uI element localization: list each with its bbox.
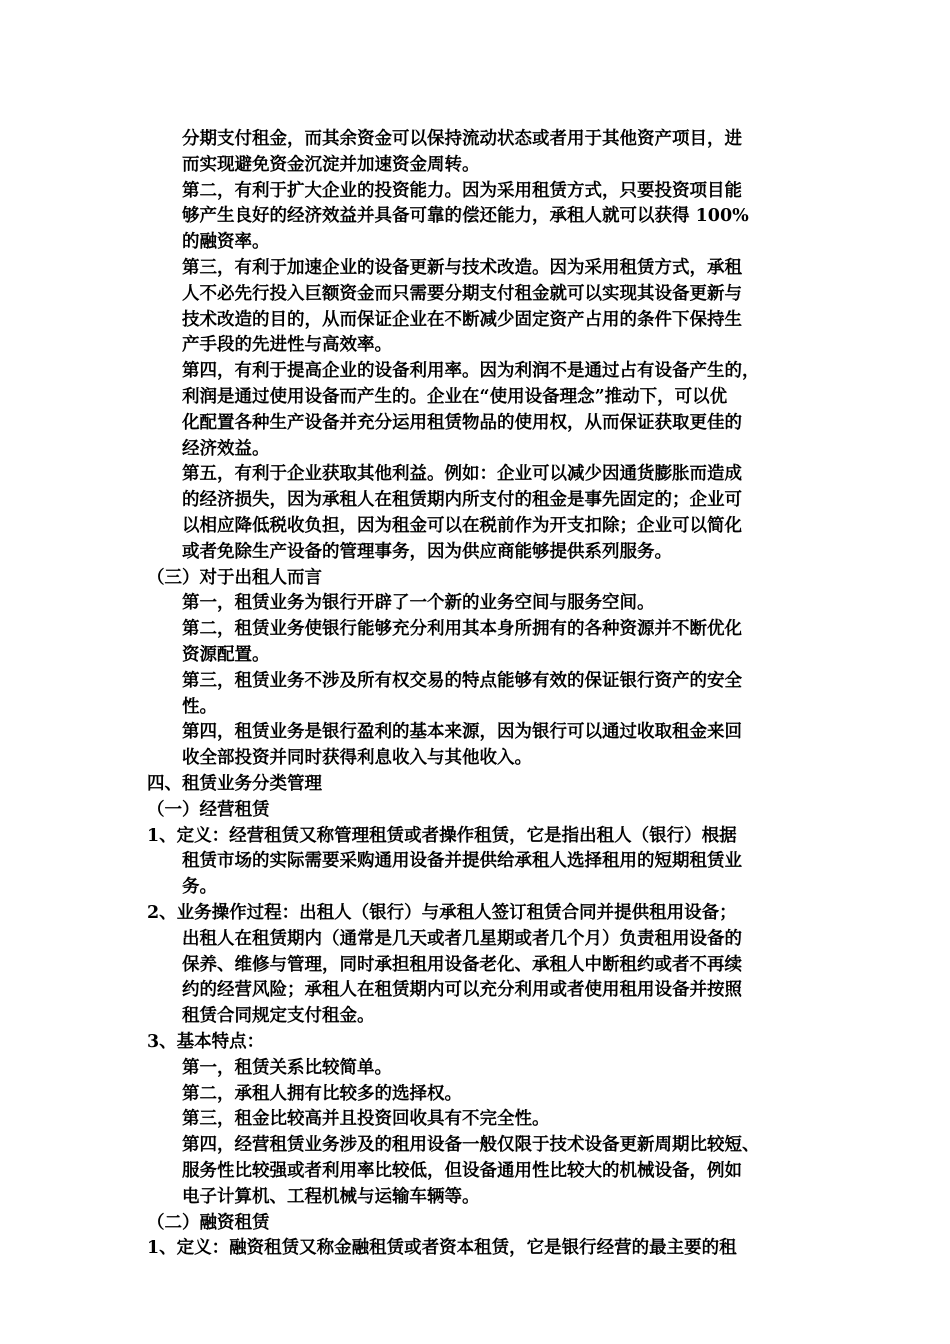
text-line: 服务性比较强或者利用率比较低，但设备通用性比较大的机械设备，例如 bbox=[182, 1161, 742, 1181]
text-line: 2、业务操作过程：出租人（银行）与承租人签订租赁合同并提供租用设备； bbox=[147, 903, 737, 923]
text-line: 租赁市场的实际需要采购通用设备并提供给承租人选择租用的短期租赁业 bbox=[182, 851, 742, 872]
text-line: 租赁合同规定支付租金。 bbox=[182, 1006, 375, 1027]
text-line: （一）经营租赁 bbox=[147, 799, 270, 820]
text-line: 收全部投资并同时获得利息收入与其他收入。 bbox=[182, 748, 532, 769]
text-line: 第三，有利于加速企业的设备更新与技术改造。因为采用租赁方式，承租 bbox=[182, 258, 742, 278]
text-line: 第五，有利于企业获取其他利益。例如：企业可以减少因通货膨胀而造成 bbox=[182, 464, 742, 485]
text-line: 务。 bbox=[182, 877, 217, 898]
text-line: 的经济损失，因为承租人在租赁期内所支付的租金是事先固定的；企业可 bbox=[182, 490, 742, 511]
text-line: 1、定义：融资租赁又称金融租赁或者资本租赁，它是银行经营的最主要的租 bbox=[147, 1238, 737, 1259]
text-line: 分期支付租金，而其余资金可以保持流动状态或者用于其他资产项目，进 bbox=[182, 129, 742, 149]
text-line: 化配置各种生产设备并充分运用租赁物品的使用权，从而保证获取更佳的 bbox=[182, 412, 742, 433]
text-line: 资源配置。 bbox=[182, 645, 270, 665]
text-line: 经济效益。 bbox=[182, 438, 270, 459]
text-line: 或者免除生产设备的管理事务，因为供应商能够提供系列服务。 bbox=[182, 541, 672, 562]
text-line: 第一，租赁业务为银行开辟了一个新的业务空间与服务空间。 bbox=[182, 593, 655, 614]
text-line: 产手段的先进性与高效率。 bbox=[182, 335, 392, 356]
text-line: 性。 bbox=[182, 696, 217, 717]
text-line: 第二，承租人拥有比较多的选择权。 bbox=[182, 1083, 462, 1104]
text-line: 1、定义：经营租赁又称管理租赁或者操作租赁，它是指出租人（银行）根据 bbox=[147, 825, 737, 846]
text-line: 以相应降低税收负担，因为租金可以在税前作为开支扣除；企业可以简化 bbox=[182, 516, 742, 536]
text-line: 技术改造的目的，从而保证企业在不断减少固定资产占用的条件下保持生 bbox=[182, 309, 742, 330]
text-line: 第一，租赁关系比较简单。 bbox=[182, 1057, 392, 1078]
text-line: 第四，租赁业务是银行盈利的基本来源，因为银行可以通过收取租金来回 bbox=[182, 722, 742, 743]
text-line: 四、租赁业务分类管理 bbox=[147, 774, 322, 794]
text-line: 的融资率。 bbox=[182, 232, 270, 253]
text-line: 第三，租赁业务不涉及所有权交易的特点能够有效的保证银行资产的安全 bbox=[182, 670, 742, 691]
text-line: 而实现避免资金沉淀并加速资金周转。 bbox=[182, 154, 480, 175]
text-line: 保养、维修与管理，同时承担租用设备老化、承租人中断租约或者不再续 bbox=[182, 954, 742, 975]
text-line: 约的经营风险；承租人在租赁期内可以充分利用或者使用租用设备并按照 bbox=[182, 980, 742, 1001]
text-line: 够产生良好的经济效益并具备可靠的偿还能力，承租人就可以获得 100% bbox=[182, 206, 749, 227]
text-line: 第二，有利于扩大企业的投资能力。因为采用租赁方式，只要投资项目能 bbox=[182, 180, 742, 201]
text-line: 人不必先行投入巨额资金而只需要分期支付租金就可以实现其设备更新与 bbox=[182, 283, 742, 304]
text-line: （三）对于出租人而言 bbox=[147, 567, 322, 588]
text-line: （二）融资租赁 bbox=[147, 1212, 270, 1233]
text-line: 第二，租赁业务使银行能够充分利用其本身所拥有的各种资源并不断优化 bbox=[182, 619, 742, 640]
text-line: 3、基本特点： bbox=[147, 1032, 265, 1052]
text-line: 第四，有利于提高企业的设备利用率。因为利润不是通过占有设备产生的， bbox=[182, 361, 760, 382]
text-line: 利润是通过使用设备而产生的。企业在“使用设备理念”推动下，可以优 bbox=[182, 387, 728, 407]
text-line: 第三，租金比较高并且投资回收具有不完全性。 bbox=[182, 1109, 550, 1130]
text-line: 第四，经营租赁业务涉及的租用设备一般仅限于技术设备更新周期比较短、 bbox=[182, 1135, 760, 1156]
text-line: 电子计算机、工程机械与运输车辆等。 bbox=[182, 1186, 480, 1207]
text-line: 出租人在租赁期内（通常是几天或者几星期或者几个月）负责租用设备的 bbox=[182, 928, 742, 949]
